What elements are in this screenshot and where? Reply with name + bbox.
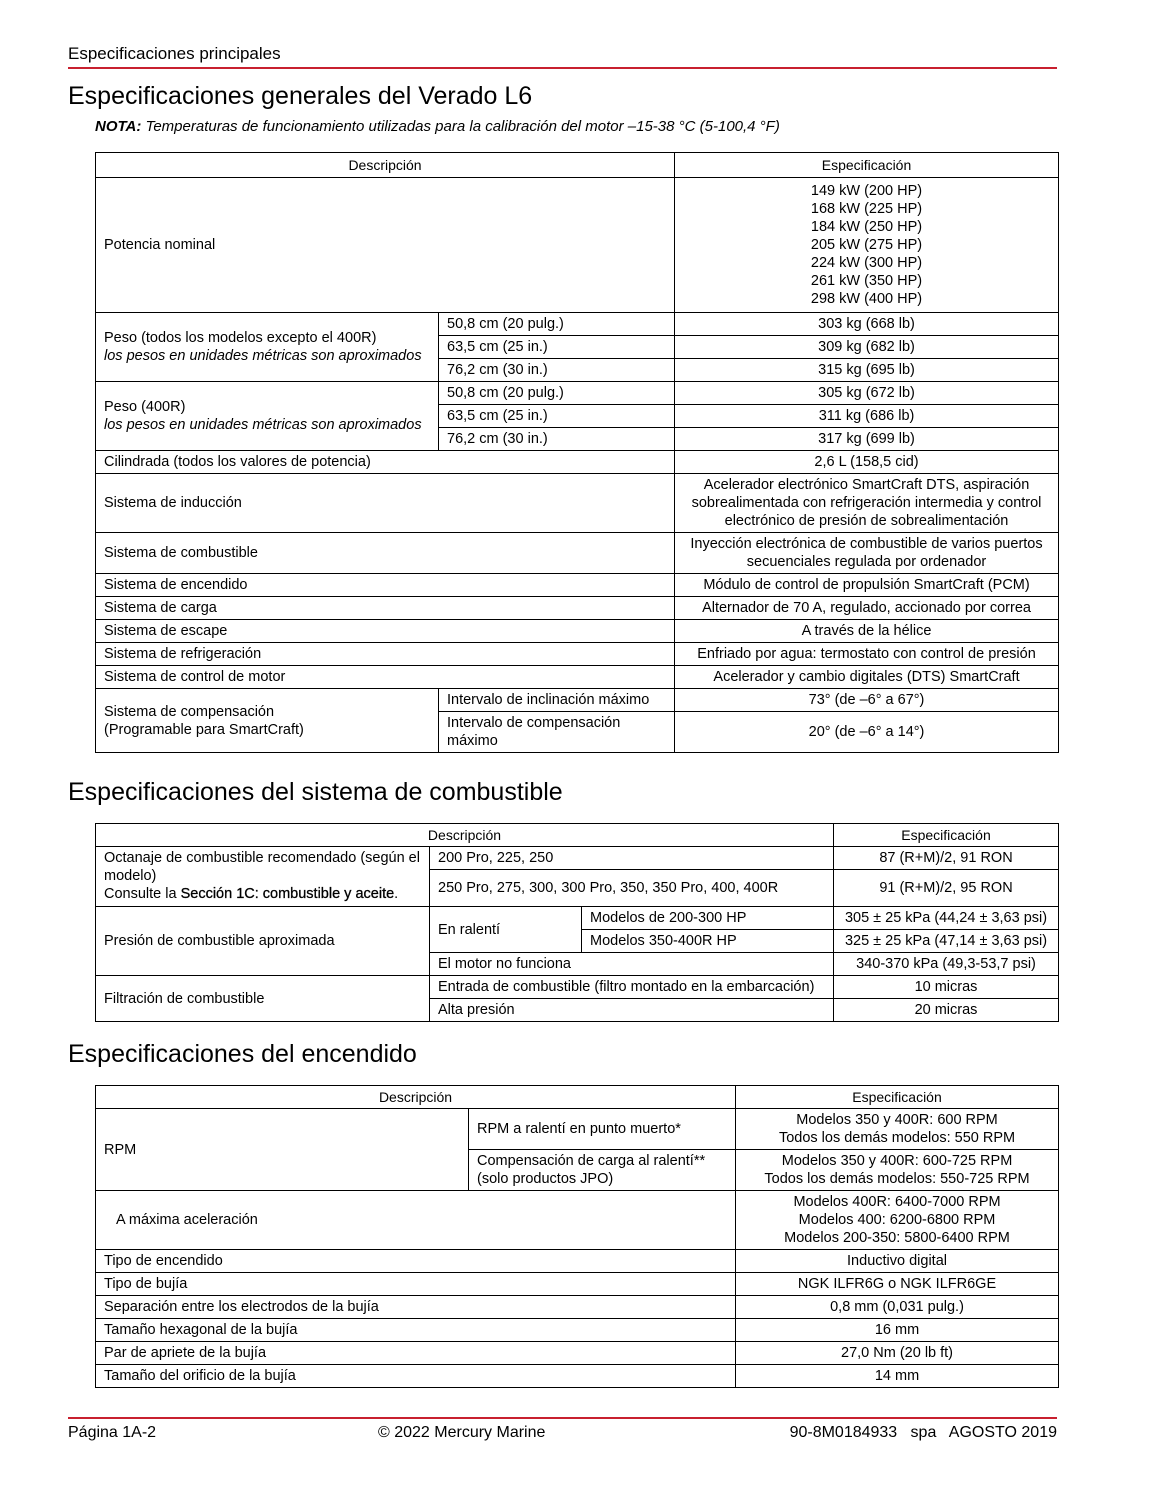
row-value: Acelerador electrónico SmartCraft DTS, aspiración sobrealimentada con refrigeración intermedia y control electrónico de presión de sobrealimentación — [675, 474, 1059, 533]
power-value: 149 kW (200 HP) — [810, 183, 923, 199]
row-label: Filtración de combustible — [96, 976, 430, 1022]
weight-value: 309 kg (682 lb) — [675, 336, 1059, 359]
row-label: Potencia nominal — [96, 178, 675, 313]
table-row — [96, 382, 1059, 405]
filter-sub: Entrada de combustible (filtro montado en la embarcación) — [430, 976, 834, 999]
row-value: 0,8 mm (0,031 pulg.) — [736, 1296, 1059, 1319]
weight-value: 303 kg (668 lb) — [675, 313, 1059, 336]
note-text: Temperaturas de funcionamiento utilizadas para la calibración del motor –15-38 °C (5-100,4 °F) — [141, 118, 780, 135]
rpm-value: Todos los demás modelos: 550-725 RPM — [764, 1171, 1030, 1187]
table-row — [96, 666, 1059, 689]
row-value: 16 mm — [736, 1319, 1059, 1342]
row-value: Inyección electrónica de combustible de varios puertos secuenciales regulada por ordenador — [675, 533, 1059, 574]
table-row — [96, 1296, 1059, 1319]
row-value: Enfriado por agua: termostato con control de presión — [675, 643, 1059, 666]
rpm-sub: RPM a ralentí en punto muerto* — [469, 1109, 736, 1150]
col-header-specification: Especificación — [736, 1086, 1059, 1109]
trim-value: 73° (de –6° a 67°) — [675, 689, 1059, 712]
idle-models: Modelos 350-400R HP — [582, 930, 834, 953]
note-label: NOTA: — [95, 118, 142, 135]
octane-models: 250 Pro, 275, 300, 300 Pro, 350, 350 Pro, 400, 400R — [430, 870, 834, 907]
weight-note: los pesos en unidades métricas son aproximados — [104, 417, 422, 433]
ref-suffix: . — [394, 886, 399, 902]
octane-value: 91 (R+M)/2, 95 RON — [834, 870, 1059, 907]
table-row — [96, 451, 1059, 474]
col-header-description: Descripción — [96, 1086, 736, 1109]
row-label — [96, 313, 439, 382]
table-row — [96, 574, 1059, 597]
idle-label: En ralentí — [430, 907, 582, 953]
row-value: Inductivo digital — [736, 1250, 1059, 1273]
table-row — [96, 643, 1059, 666]
col-header-description: Descripción — [96, 824, 834, 847]
weight-note: los pesos en unidades métricas son aproximados — [104, 348, 422, 364]
pressure-value: 325 ± 25 kPa (47,14 ± 3,63 psi) — [834, 930, 1059, 953]
row-value: Acelerador y cambio digitales (DTS) SmartCraft — [675, 666, 1059, 689]
row-label — [96, 689, 439, 753]
table-row — [96, 1109, 1059, 1150]
row-label: Cilindrada (todos los valores de potencia) — [96, 451, 675, 474]
row-label: Sistema de inducción — [96, 474, 675, 533]
table-row — [96, 1319, 1059, 1342]
row-label: RPM — [96, 1109, 469, 1191]
rpm-sub: Compensación de carga al ralentí** (solo productos JPO) — [469, 1150, 736, 1191]
table-row — [96, 533, 1059, 574]
row-label: Sistema de carga — [96, 597, 675, 620]
shaft-size: 76,2 cm (30 in.) — [439, 359, 675, 382]
shaft-size: 76,2 cm (30 in.) — [439, 428, 675, 451]
octane-reference — [104, 885, 421, 903]
table-row — [96, 847, 1059, 870]
shaft-size: 63,5 cm (25 in.) — [439, 405, 675, 428]
octane-label: Octanaje de combustible recomendado (según el modelo) — [104, 850, 420, 884]
shaft-size: 50,8 cm (20 pulg.) — [439, 382, 675, 405]
power-value: 168 kW (225 HP) — [810, 201, 923, 217]
fuel-specs-table — [95, 823, 1059, 1022]
row-label — [96, 847, 430, 907]
table-row — [96, 1365, 1059, 1388]
filter-value: 10 micras — [834, 976, 1059, 999]
table-row — [96, 313, 1059, 336]
table-row — [96, 1342, 1059, 1365]
table-row — [96, 1191, 1059, 1250]
section-reference-link[interactable]: Sección 1C: combustible y aceite — [180, 886, 395, 902]
octane-models: 200 Pro, 225, 250 — [430, 847, 834, 870]
rpm-value: Modelos 400R: 6400-7000 RPM — [793, 1194, 1001, 1210]
running-header: Especificaciones principales — [68, 44, 1057, 69]
row-label: Tipo de bujía — [96, 1273, 736, 1296]
col-header-specification: Especificación — [834, 824, 1059, 847]
table-row — [96, 474, 1059, 533]
row-label: Tamaño hexagonal de la bujía — [96, 1319, 736, 1342]
engine-off-label: El motor no funciona — [430, 953, 834, 976]
rpm-value: Modelos 350 y 400R: 600-725 RPM — [781, 1153, 1013, 1169]
filter-sub: Alta presión — [430, 999, 834, 1022]
weight-value: 305 kg (672 lb) — [675, 382, 1059, 405]
shaft-size: 63,5 cm (25 in.) — [439, 336, 675, 359]
row-label: Par de apriete de la bujía — [96, 1342, 736, 1365]
idle-models: Modelos de 200-300 HP — [582, 907, 834, 930]
page-number: Página 1A-2 — [68, 1424, 157, 1441]
table-row — [96, 976, 1059, 999]
row-label: Tamaño del orificio de la bujía — [96, 1365, 736, 1388]
wot-values — [736, 1191, 1059, 1250]
ignition-specs-title: Especificaciones del encendido — [68, 1040, 417, 1068]
filter-value: 20 micras — [834, 999, 1059, 1022]
footer-rule — [68, 1417, 1057, 1419]
pressure-value: 340-370 kPa (49,3-53,7 psi) — [834, 953, 1059, 976]
power-value: 298 kW (400 HP) — [810, 291, 923, 307]
weight-value: 315 kg (695 lb) — [675, 359, 1059, 382]
shaft-size: 50,8 cm (20 pulg.) — [439, 313, 675, 336]
trim-sublabel: (Programable para SmartCraft) — [104, 721, 304, 738]
row-value: 2,6 L (158,5 cid) — [675, 451, 1059, 474]
row-label: Tipo de encendido — [96, 1250, 736, 1273]
power-value: 261 kW (350 HP) — [810, 273, 923, 289]
trim-value: 20° (de –6° a 14°) — [675, 712, 1059, 753]
row-label: Sistema de combustible — [96, 533, 675, 574]
table-row — [96, 1250, 1059, 1273]
octane-value: 87 (R+M)/2, 91 RON — [834, 847, 1059, 870]
general-specs-title: Especificaciones generales del Verado L6 — [68, 82, 533, 110]
table-row — [96, 689, 1059, 712]
row-label: Separación entre los electrodos de la bujía — [96, 1296, 736, 1319]
row-label: Sistema de encendido — [96, 574, 675, 597]
general-specs-table — [95, 152, 1059, 753]
power-value: 224 kW (300 HP) — [810, 255, 923, 271]
power-value: 205 kW (275 HP) — [810, 237, 923, 253]
pressure-value: 305 ± 25 kPa (44,24 ± 3,63 psi) — [834, 907, 1059, 930]
ignition-specs-table — [95, 1085, 1059, 1388]
row-label: Sistema de escape — [96, 620, 675, 643]
table-row — [96, 620, 1059, 643]
weight-label: Peso (todos los modelos excepto el 400R) — [104, 330, 377, 346]
power-value: 184 kW (250 HP) — [810, 219, 923, 235]
document-id: 90-8M0184933 spa AGOSTO 2019 — [789, 1424, 1057, 1441]
copyright: © 2022 Mercury Marine — [378, 1424, 546, 1441]
weight-label: Peso (400R) — [104, 399, 186, 415]
row-value: 14 mm — [736, 1365, 1059, 1388]
rpm-value: Modelos 350 y 400R: 600 RPM — [796, 1112, 998, 1128]
col-header-description: Descripción — [96, 153, 675, 178]
rpm-value: Modelos 400: 6200-6800 RPM — [798, 1212, 996, 1228]
weight-value: 311 kg (686 lb) — [675, 405, 1059, 428]
rpm-values — [736, 1109, 1059, 1150]
trim-sub: Intervalo de compensación máximo — [439, 712, 675, 753]
power-values — [675, 178, 1059, 313]
rpm-value: Todos los demás modelos: 550 RPM — [778, 1130, 1016, 1146]
table-row — [96, 1273, 1059, 1296]
rpm-values — [736, 1150, 1059, 1191]
row-label: A máxima aceleración — [96, 1191, 736, 1250]
calibration-note — [95, 118, 780, 135]
row-value: Alternador de 70 A, regulado, accionado por correa — [675, 597, 1059, 620]
fuel-specs-title: Especificaciones del sistema de combustible — [68, 778, 563, 806]
row-label: Presión de combustible aproximada — [96, 907, 430, 976]
row-value: 27,0 Nm (20 lb ft) — [736, 1342, 1059, 1365]
weight-value: 317 kg (699 lb) — [675, 428, 1059, 451]
col-header-specification: Especificación — [675, 153, 1059, 178]
row-label — [96, 382, 439, 451]
row-value: A través de la hélice — [675, 620, 1059, 643]
rpm-value: Modelos 200-350: 5800-6400 RPM — [784, 1230, 1010, 1246]
row-value: NGK ILFR6G o NGK ILFR6GE — [736, 1273, 1059, 1296]
row-label: Sistema de refrigeración — [96, 643, 675, 666]
trim-sub: Intervalo de inclinación máximo — [439, 689, 675, 712]
table-row — [96, 178, 1059, 313]
table-row — [96, 597, 1059, 620]
row-value: Módulo de control de propulsión SmartCraft (PCM) — [675, 574, 1059, 597]
row-label: Sistema de control de motor — [96, 666, 675, 689]
trim-label: Sistema de compensación — [104, 703, 275, 720]
table-row — [96, 907, 1059, 930]
ref-prefix: Consulte la — [104, 886, 181, 902]
